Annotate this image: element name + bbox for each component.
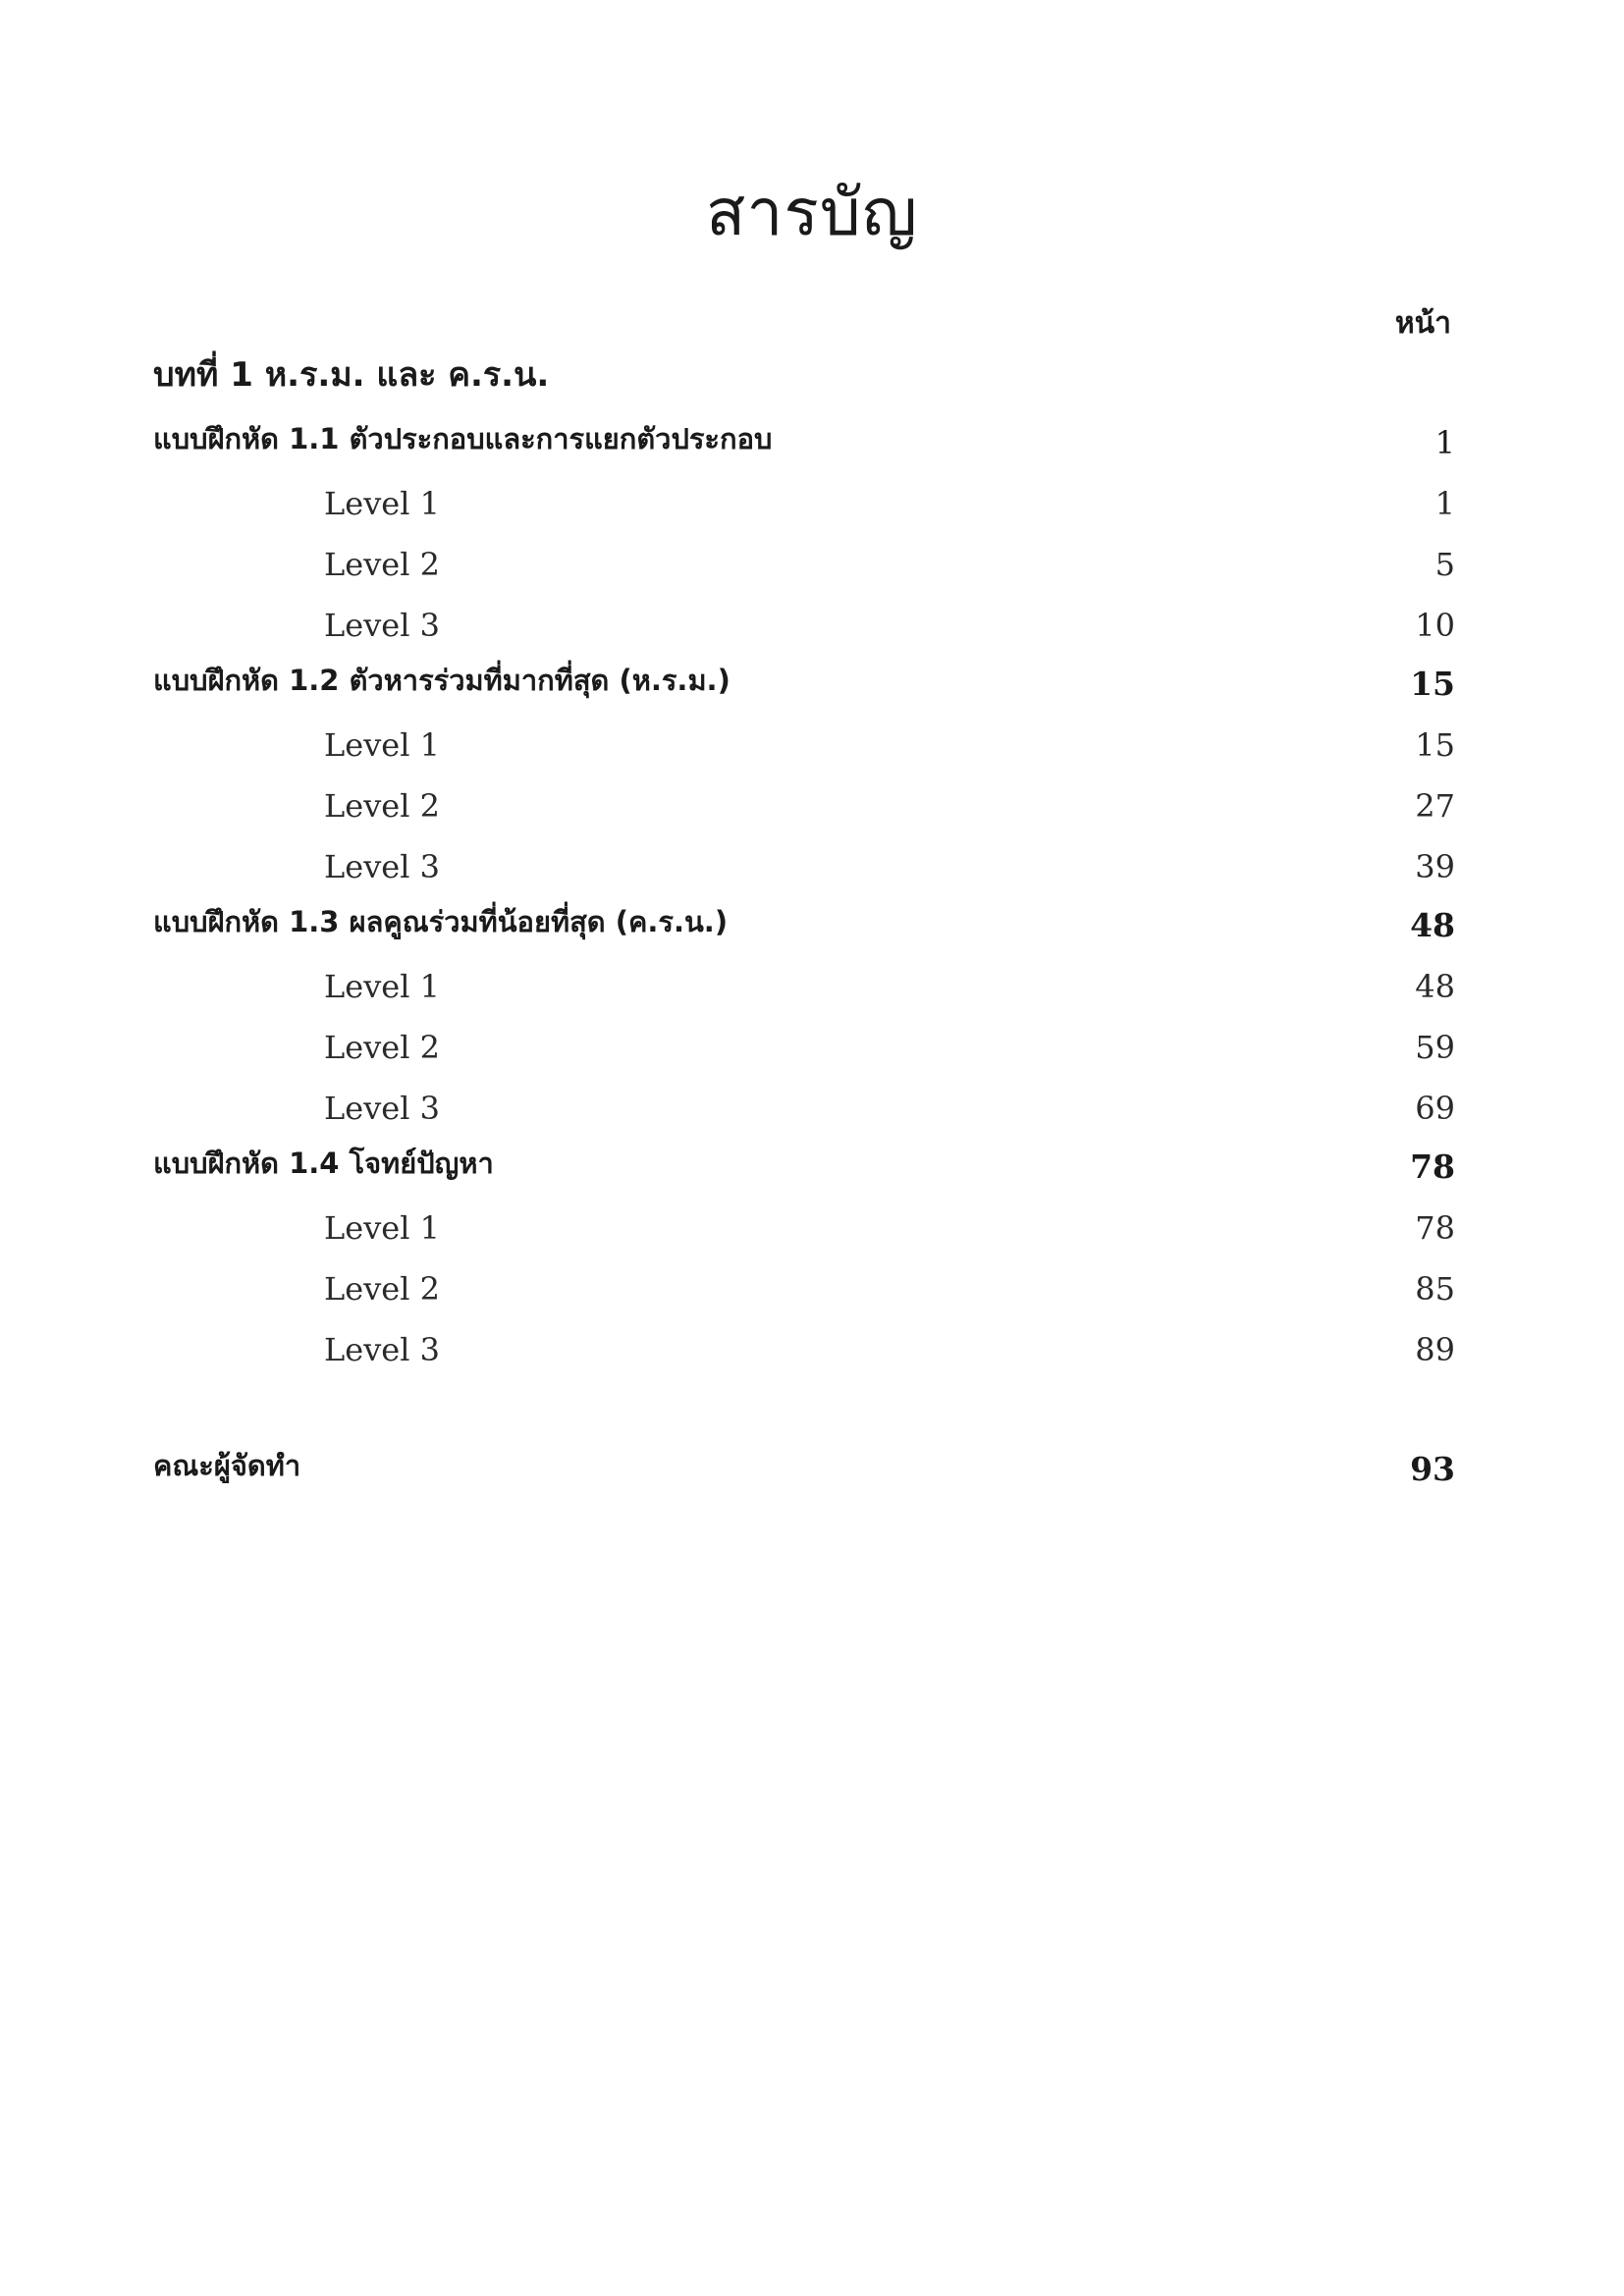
toc-chapter-heading (153, 353, 1455, 408)
section-page-number: 15 (1410, 665, 1455, 703)
toc-level-row[interactable] (153, 1321, 1455, 1376)
level-page-number: 27 (1415, 787, 1455, 825)
level-page-number: 15 (1415, 726, 1455, 764)
toc-level-row[interactable] (153, 475, 1455, 530)
section-label: แบบฝึกหัด 1.3 ผลคูณร่วมที่น้อยที่สุด (ค.ร.น.) (153, 905, 729, 938)
level-label: Level 1 (324, 485, 440, 522)
section-label: แบบฝึกหัด 1.1 ตัวประกอบและการแยกตัวประกอบ (153, 422, 773, 455)
page-column-header: หน้า (1394, 306, 1451, 341)
credits-page-number: 93 (1410, 1450, 1455, 1488)
chapter-title: บทที่ 1 ห.ร.ม. และ ค.ร.น. (153, 355, 550, 395)
toc-level-row[interactable] (153, 536, 1455, 591)
level-page-number: 10 (1415, 607, 1455, 644)
toc-credits[interactable] (153, 1441, 1455, 1496)
level-page-number: 69 (1415, 1090, 1455, 1127)
level-page-number: 5 (1435, 546, 1455, 583)
toc-level-row[interactable] (153, 717, 1455, 772)
level-label: Level 2 (324, 1029, 440, 1066)
section-page-number: 1 (1435, 424, 1455, 461)
level-page-number: 1 (1435, 485, 1455, 522)
level-page-number: 85 (1415, 1270, 1455, 1308)
level-page-number: 39 (1415, 848, 1455, 885)
level-label: Level 3 (324, 1090, 440, 1127)
section-label: แบบฝึกหัด 1.4 โจทย์ปัญหา (153, 1147, 494, 1180)
toc-level-row[interactable] (153, 1260, 1455, 1315)
toc-section-1-4[interactable] (153, 1139, 1455, 1194)
section-label: แบบฝึกหัด 1.2 ตัวหารร่วมที่มากที่สุด (ห.ร.ม.) (153, 664, 731, 697)
toc-level-row[interactable] (153, 597, 1455, 652)
toc-level-row[interactable] (153, 1080, 1455, 1135)
level-page-number: 78 (1415, 1209, 1455, 1247)
section-page-number: 78 (1410, 1148, 1455, 1186)
toc-section-1-2[interactable] (153, 656, 1455, 711)
toc-level-row[interactable] (153, 838, 1455, 893)
level-label: Level 3 (324, 607, 440, 644)
page-title: สารบัญ (706, 175, 918, 250)
level-label: Level 2 (324, 1270, 440, 1308)
section-page-number: 48 (1410, 906, 1455, 944)
level-label: Level 2 (324, 546, 440, 583)
level-label: Level 1 (324, 968, 440, 1005)
toc-level-row[interactable] (153, 777, 1455, 832)
level-label: Level 1 (324, 1209, 440, 1247)
toc-level-row[interactable] (153, 958, 1455, 1013)
toc-level-row[interactable] (153, 1200, 1455, 1255)
level-label: Level 3 (324, 1331, 440, 1368)
toc-section-1-1[interactable] (153, 414, 1455, 469)
toc-section-1-3[interactable] (153, 897, 1455, 952)
level-label: Level 2 (324, 787, 440, 825)
level-page-number: 59 (1415, 1029, 1455, 1066)
toc-level-row[interactable] (153, 1019, 1455, 1074)
credits-label: คณะผู้จัดทำ (153, 1449, 301, 1482)
level-page-number: 89 (1415, 1331, 1455, 1368)
level-page-number: 48 (1415, 968, 1455, 1005)
level-label: Level 3 (324, 848, 440, 885)
level-label: Level 1 (324, 726, 440, 764)
